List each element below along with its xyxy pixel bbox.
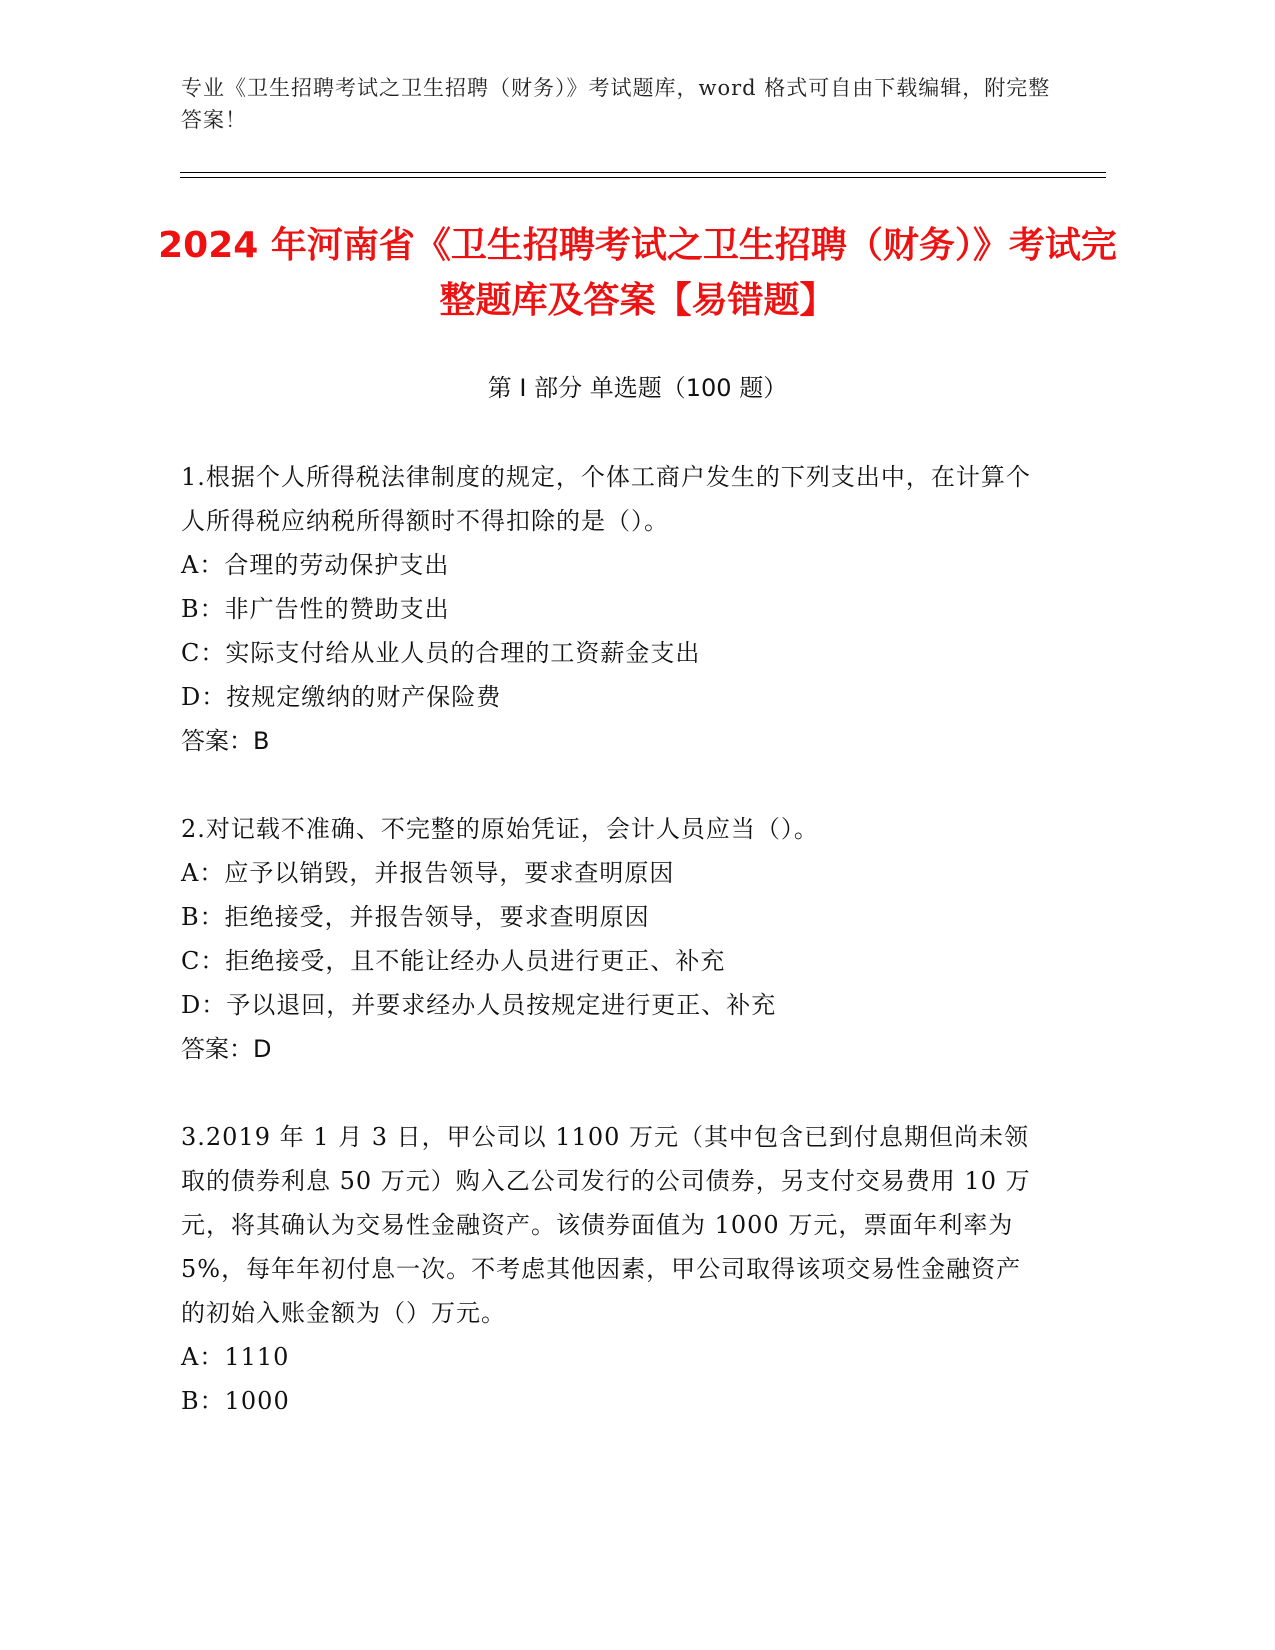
option-b: B：拒绝接受，并报告领导，要求查明原因	[181, 903, 650, 931]
question-2	[181, 807, 1041, 1071]
section-heading: 第 I 部分 单选题（100 题）	[487, 374, 788, 402]
option-a: A：1110	[181, 1343, 290, 1371]
header-divider-bottom	[180, 177, 1106, 178]
option-a: A：应予以销毁，并报告领导，要求查明原因	[181, 859, 675, 887]
option-d: D：予以退回，并要求经办人员按规定进行更正、补充	[181, 991, 777, 1019]
question-stem: 1.根据个人所得税法律制度的规定，个体工商户发生的下列支出中，在计算个人所得税应纳税所得额时不得扣除的是（）。	[181, 463, 1031, 535]
question-1	[181, 455, 1041, 763]
answer-line: 答案：D	[181, 1035, 272, 1063]
answer-line: 答案：B	[181, 727, 270, 755]
question-stem: 3.2019 年 1 月 3 日，甲公司以 1100 万元（其中包含已到付息期但尚未领取的债券利息 50 万元）购入乙公司发行的公司债券，另支付交易费用 10 万元，将其确认为交易性金融资产。该债券面值为 1000 万元，票面年利率为 5%，每年年初付息一次。不考虑其他因素，甲公司取得该项交易性金融资产的初始入账金额为（）万元。	[181, 1123, 1031, 1327]
option-c: C：实际支付给从业人员的合理的工资薪金支出	[181, 639, 701, 667]
question-3	[181, 1115, 1041, 1423]
page-title: 2024 年河南省《卫生招聘考试之卫生招聘（财务）》考试完整题库及答案【易错题】	[158, 225, 1117, 321]
option-d: D：按规定缴纳的财产保险费	[181, 683, 502, 711]
option-c: C：拒绝接受，且不能让经办人员进行更正、补充	[181, 947, 726, 975]
question-list	[181, 455, 1041, 1467]
header-divider-top	[180, 172, 1106, 173]
option-b: B：1000	[181, 1387, 290, 1415]
question-stem: 2.对记载不准确、不完整的原始凭证，会计人员应当（）。	[181, 815, 819, 843]
header-note: 专业《卫生招聘考试之卫生招聘（财务）》考试题库，word 格式可自由下载编辑，附完整答案！	[181, 76, 1051, 132]
option-b: B：非广告性的赞助支出	[181, 595, 450, 623]
option-a: A：合理的劳动保护支出	[181, 551, 450, 579]
